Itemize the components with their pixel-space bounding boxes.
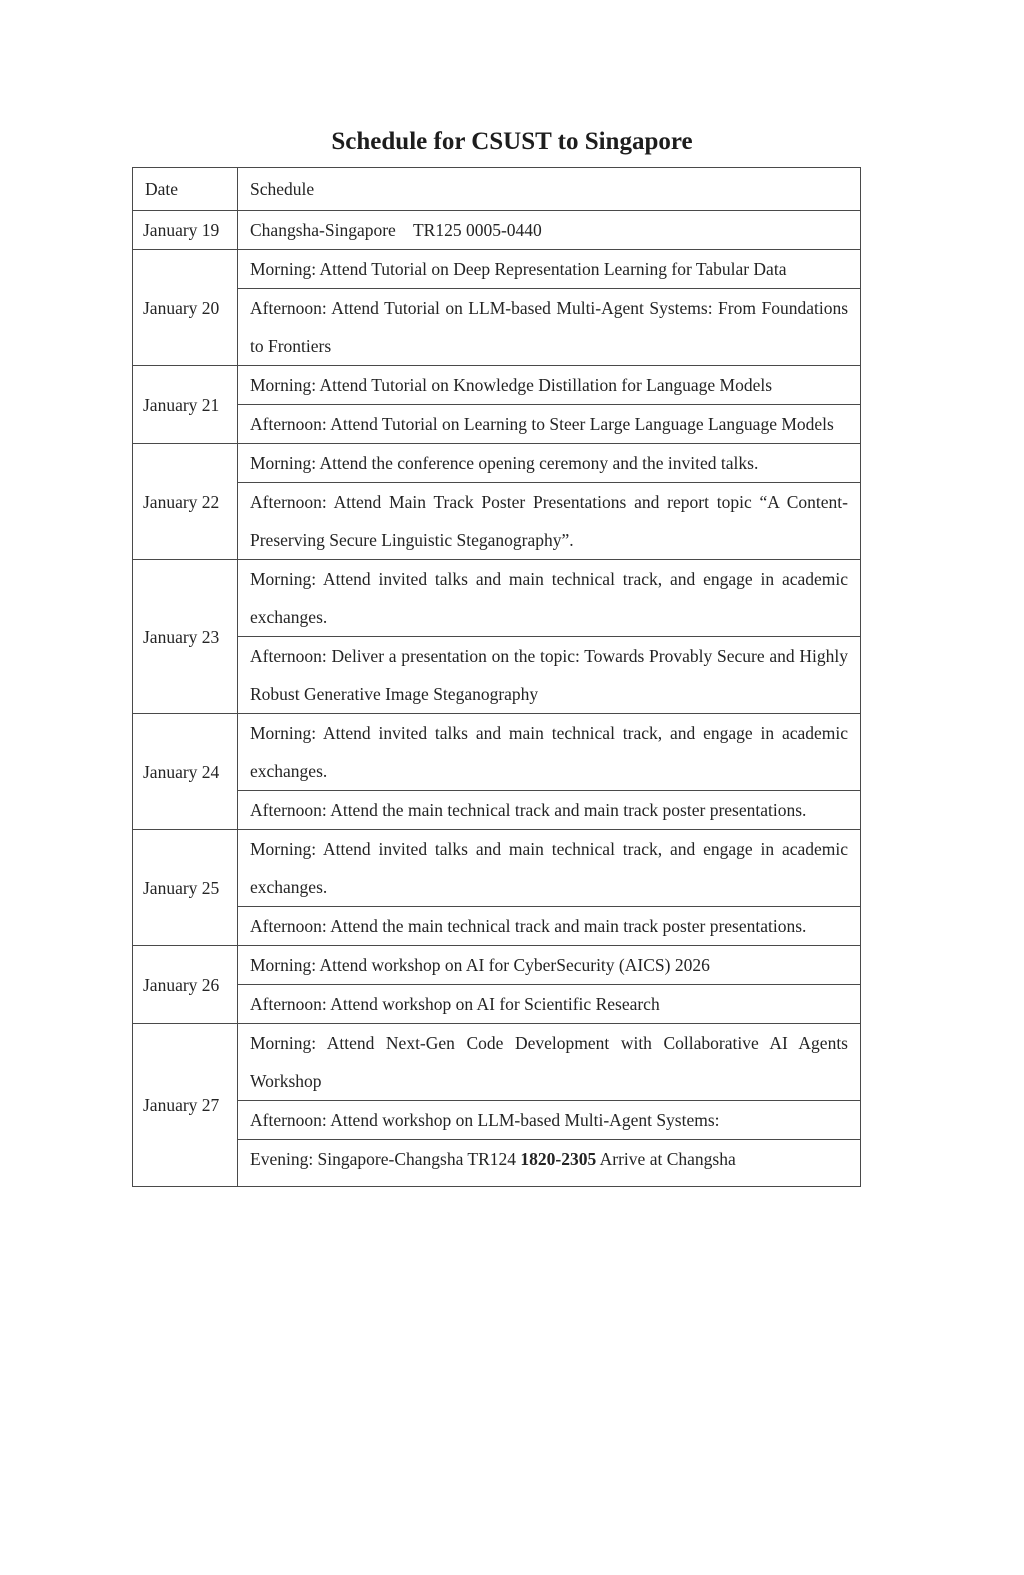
schedule-cell bbox=[238, 985, 861, 1024]
date-cell: January 24 bbox=[133, 714, 238, 830]
schedule-text: Morning: Attend invited talks and main technical track, and engage in academic exchanges. bbox=[250, 839, 848, 897]
schedule-text: Afternoon: Deliver a presentation on the topic: Towards Provably Secure and Highly Robust Generative Image Steganography bbox=[250, 646, 848, 704]
schedule-cell bbox=[238, 289, 861, 366]
schedule-text: Evening: Singapore-Changsha TR124 bbox=[250, 1149, 521, 1169]
table-row bbox=[133, 483, 861, 560]
schedule-text: Morning: Attend the conference opening ceremony and the invited talks. bbox=[250, 453, 759, 473]
schedule-table-body bbox=[133, 211, 861, 1187]
schedule-text: Afternoon: Attend Tutorial on Learning to Steer Large Language Language Models bbox=[250, 414, 834, 434]
schedule-cell bbox=[238, 714, 861, 791]
schedule-text: Arrive at Changsha bbox=[596, 1149, 736, 1169]
schedule-text: Afternoon: Attend Main Track Poster Presentations and report topic “A Content-Preserving Secure Linguistic Steganography”. bbox=[250, 492, 848, 550]
table-row bbox=[133, 1140, 861, 1187]
schedule-cell bbox=[238, 211, 861, 250]
schedule-cell bbox=[238, 946, 861, 985]
date-cell: January 25 bbox=[133, 830, 238, 946]
schedule-text: Afternoon: Attend the main technical track and main track poster presentations. bbox=[250, 800, 807, 820]
table-row bbox=[133, 714, 861, 791]
table-row bbox=[133, 1024, 861, 1101]
table-row bbox=[133, 946, 861, 985]
table-row bbox=[133, 250, 861, 289]
table-row bbox=[133, 791, 861, 830]
schedule-cell bbox=[238, 560, 861, 637]
schedule-cell bbox=[238, 637, 861, 714]
schedule-text: Morning: Attend invited talks and main technical track, and engage in academic exchanges. bbox=[250, 723, 848, 781]
schedule-text: Afternoon: Attend the main technical track and main track poster presentations. bbox=[250, 916, 807, 936]
schedule-text: Afternoon: Attend workshop on AI for Scientific Research bbox=[250, 994, 660, 1014]
schedule-text: Afternoon: Attend Tutorial on LLM-based Multi-Agent Systems: From Foundations to Frontiers bbox=[250, 298, 848, 356]
schedule-text-bold: 1820-2305 bbox=[520, 1149, 597, 1169]
table-row bbox=[133, 289, 861, 366]
date-cell: January 21 bbox=[133, 366, 238, 444]
schedule-text: Changsha-Singapore TR125 0005-0440 bbox=[250, 220, 542, 240]
table-row bbox=[133, 830, 861, 907]
date-cell: January 23 bbox=[133, 560, 238, 714]
date-cell: January 19 bbox=[133, 211, 238, 250]
schedule-cell bbox=[238, 1024, 861, 1101]
table-row bbox=[133, 366, 861, 405]
table-row bbox=[133, 985, 861, 1024]
schedule-text: Morning: Attend Next-Gen Code Development with Collaborative AI Agents Workshop bbox=[250, 1033, 848, 1091]
table-row bbox=[133, 560, 861, 637]
column-header-date: Date bbox=[133, 168, 238, 211]
date-cell: January 26 bbox=[133, 946, 238, 1024]
page-title: Schedule for CSUST to Singapore bbox=[331, 128, 693, 155]
schedule-cell bbox=[238, 791, 861, 830]
table-row bbox=[133, 1101, 861, 1140]
schedule-text: Morning: Attend invited talks and main technical track, and engage in academic exchanges. bbox=[250, 569, 848, 627]
table-row bbox=[133, 211, 861, 250]
schedule-cell bbox=[238, 1101, 861, 1140]
table-row bbox=[133, 907, 861, 946]
schedule-table bbox=[132, 167, 861, 1187]
date-cell: January 22 bbox=[133, 444, 238, 560]
schedule-cell bbox=[238, 250, 861, 289]
table-header-row bbox=[133, 168, 861, 211]
schedule-cell bbox=[238, 830, 861, 907]
table-row bbox=[133, 444, 861, 483]
schedule-text: Afternoon: Attend workshop on LLM-based Multi-Agent Systems: bbox=[250, 1110, 720, 1130]
schedule-cell bbox=[238, 405, 861, 444]
table-row bbox=[133, 405, 861, 444]
schedule-cell bbox=[238, 444, 861, 483]
schedule-text: Morning: Attend workshop on AI for CyberSecurity (AICS) 2026 bbox=[250, 955, 710, 975]
schedule-cell bbox=[238, 1140, 861, 1187]
schedule-text: Morning: Attend Tutorial on Deep Representation Learning for Tabular Data bbox=[250, 259, 787, 279]
schedule-text: Morning: Attend Tutorial on Knowledge Distillation for Language Models bbox=[250, 375, 773, 395]
schedule-cell bbox=[238, 366, 861, 405]
table-row bbox=[133, 637, 861, 714]
date-cell: January 20 bbox=[133, 250, 238, 366]
schedule-cell bbox=[238, 907, 861, 946]
column-header-schedule: Schedule bbox=[238, 168, 861, 211]
schedule-cell bbox=[238, 483, 861, 560]
date-cell: January 27 bbox=[133, 1024, 238, 1187]
